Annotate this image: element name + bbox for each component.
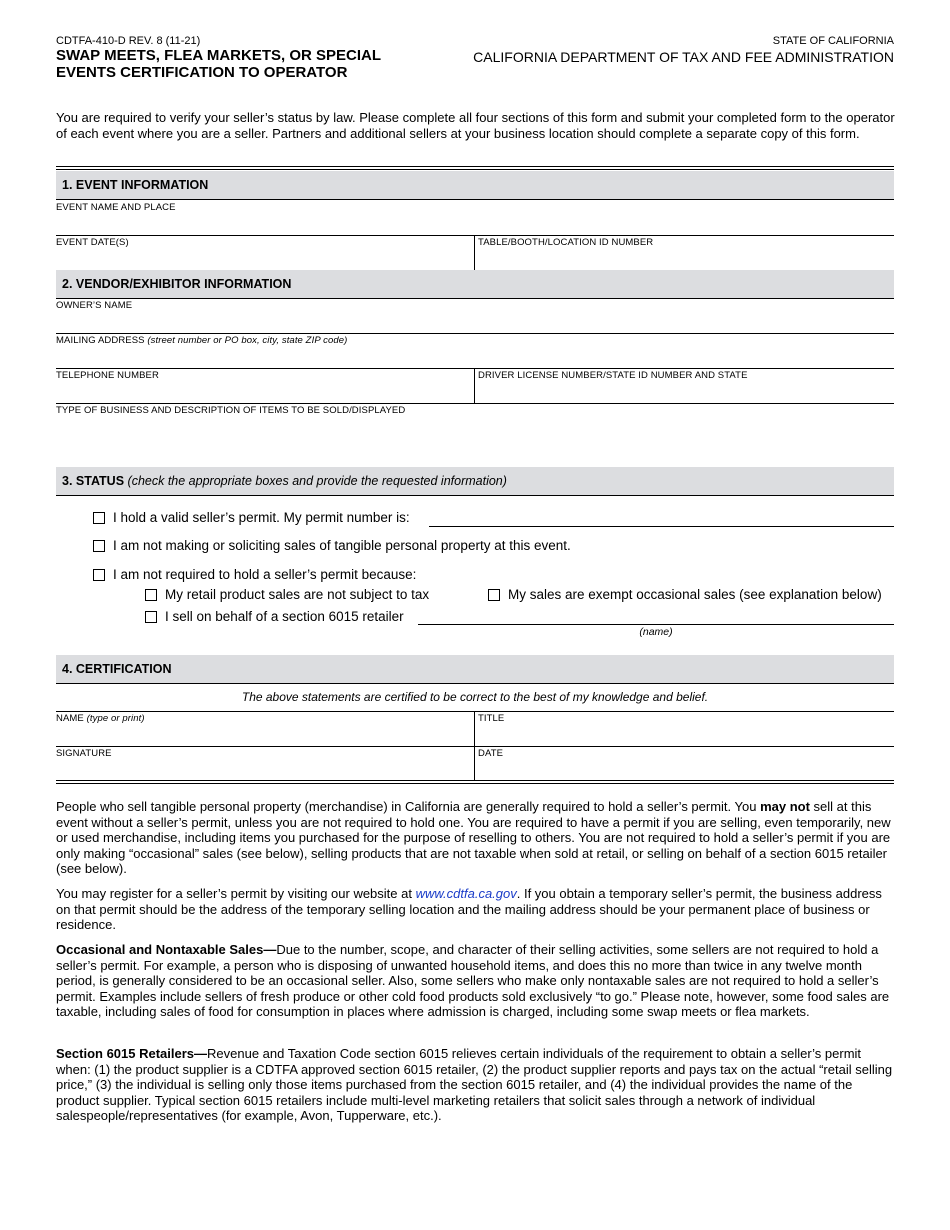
field-divider: [56, 235, 894, 236]
section3-heading-italic: (check the appropriate boxes and provide the requested information): [127, 474, 507, 488]
event-name-field[interactable]: [56, 212, 894, 234]
p3-text: Due to the number, scope, and character of their selling activities, some sellers are not required to hold a seller’s permit. For example, a person who is disposing of unwanted household items, and does this no more than twice in any twelve month period, is generally considered to be an occasional seller. Also, some sellers who make only nontaxable sales are not required to hold a seller’s permit. Examples include sellers of fresh produce or other cold food products sold exclusively “to go.” Please note, however, some food sales are taxable, including sales of food for consumption in places where admission is charged, including some swap meets or flea markets.: [56, 942, 890, 1019]
telephone-label: TELEPHONE NUMBER: [56, 370, 159, 381]
field-divider: [56, 403, 894, 404]
signature-label: SIGNATURE: [56, 748, 112, 759]
retailer-name-line: [418, 624, 894, 625]
field-divider: [56, 746, 894, 747]
field-divider: [56, 368, 894, 369]
field-separator: [474, 368, 475, 403]
section3-heading-bold: 3. STATUS: [62, 474, 125, 488]
not-taxable-checkbox[interactable]: [145, 589, 157, 601]
p3-heading: Occasional and Nontaxable Sales—: [56, 942, 277, 957]
p4-heading: Section 6015 Retailers—: [56, 1046, 208, 1061]
table-id-label: TABLE/BOOTH/LOCATION ID NUMBER: [478, 237, 654, 248]
field-divider: [56, 711, 894, 712]
driver-license-field[interactable]: [478, 380, 892, 402]
mailing-address-field[interactable]: [56, 345, 894, 367]
option-not-selling-label: I am not making or soliciting sales of tangible personal property at this event.: [113, 538, 571, 553]
permit-checkbox[interactable]: [93, 512, 105, 524]
form-title: [56, 47, 456, 81]
event-dates-label: EVENT DATE(S): [56, 237, 129, 248]
sub-occasional-label: My sales are exempt occasional sales (see explanation below): [508, 587, 882, 602]
p1-bold: may not: [760, 799, 810, 814]
driver-license-label: DRIVER LICENSE NUMBER/STATE ID NUMBER AND STATE: [478, 370, 748, 381]
section2-heading-text: 2. VENDOR/EXHIBITOR INFORMATION: [62, 277, 292, 291]
option-permit-row: [93, 510, 410, 525]
cert-name-field[interactable]: [56, 723, 472, 745]
mailing-address-hint: (street number or PO box, city, state ZIP code): [147, 335, 348, 346]
cert-title-label: TITLE: [478, 713, 505, 724]
retailer-name-caption: (name): [639, 626, 673, 638]
cdtfa-website-link[interactable]: www.cdtfa.ca.gov: [415, 886, 517, 901]
table-id-field[interactable]: [478, 247, 892, 269]
p1-text-a: People who sell tangible personal property (merchandise) in California are generally required to hold a seller’s permit. You: [56, 799, 761, 814]
option-permit-label: I hold a valid seller’s permit. My permit number is:: [113, 510, 410, 525]
sub-occasional-row: [488, 587, 882, 602]
date-field[interactable]: [478, 758, 892, 780]
section-6015-checkbox[interactable]: [145, 611, 157, 623]
not-selling-checkbox[interactable]: [93, 540, 105, 552]
sub-6015-label: I sell on behalf of a section 6015 retailer: [165, 609, 404, 624]
option-not-selling-row: [93, 538, 571, 553]
p4-text: Revenue and Taxation Code section 6015 relieves certain individuals of the requirement to obtain a seller’s permit when: (1) the product supplier is a CDTFA approved section 6015 retailer, (2) the product supplier reports and pays tax on the actual “retail selling price,” (3) the individual is selling only those items purchased from the section 6015 retailer, and (4) the individual provides the name of the product supplier. Typical section 6015 retailers include multi-level marketing retailers that solicit sales through a network of individual salespeople/representatives (for example, Avon, Tupperware, etc.).: [56, 1046, 893, 1123]
section2-heading: [56, 270, 894, 299]
cert-name-label-text: NAME: [56, 713, 84, 724]
paragraph-register: [56, 886, 896, 933]
option-not-required-row: [93, 567, 416, 582]
section1-heading: [56, 171, 894, 200]
form-title-line2: EVENTS CERTIFICATION TO OPERATOR: [56, 64, 348, 81]
owner-name-label: OWNER’S NAME: [56, 300, 133, 311]
p1-text-b: sell at this event without a seller’s permit, unless you are not required to hold one. You are required to have a permit if you are selling, even temporarily, new or used merchandise, including items you purchased for the purpose of reselling to others. You are not required to hold a seller’s permit if you are only making “occasional” sales (see below), selling products that are not taxable when sold at retail, or selling on behalf of a section 6015 retailer (see below).: [56, 799, 891, 876]
paragraph-occasional-sales: [56, 942, 896, 1020]
cert-title-field[interactable]: [478, 723, 892, 745]
section-divider: [56, 166, 894, 170]
option-not-required-label: I am not required to hold a seller’s permit because:: [113, 567, 417, 582]
p2-text-a: You may register for a seller’s permit by visiting our website at: [56, 886, 416, 901]
field-divider: [56, 333, 894, 334]
state-label: STATE OF CALIFORNIA: [772, 35, 894, 47]
date-label: DATE: [478, 748, 504, 759]
intro-text: You are required to verify your seller’s status by law. Please complete all four sections of this form and submit your completed form to the operator of each event where you are a seller. Partners and additional sellers at your business location should complete a separate copy of this form.: [56, 110, 895, 141]
owner-name-field[interactable]: [56, 310, 894, 332]
event-dates-field[interactable]: [56, 247, 472, 269]
event-name-label: EVENT NAME AND PLACE: [56, 202, 176, 213]
certification-statement: The above statements are certified to be correct to the best of my knowledge and belief.: [241, 690, 709, 704]
form-title-line1: SWAP MEETS, FLEA MARKETS, OR SPECIAL: [56, 47, 382, 64]
paragraph-section-6015: [56, 1046, 896, 1124]
retailer-name-input[interactable]: [418, 606, 894, 624]
mailing-address-label-text: MAILING ADDRESS: [56, 335, 145, 346]
p2-text-b: . If you obtain a temporary seller’s permit, the business address on that permit should be the address of the temporary selling location and the mailing address should be your permanent place of business or residence.: [56, 886, 882, 932]
permit-number-input[interactable]: [429, 508, 894, 526]
sub-not-taxable-label: My retail product sales are not subject to tax: [165, 587, 430, 602]
occasional-checkbox[interactable]: [488, 589, 500, 601]
field-separator: [474, 235, 475, 270]
permit-number-line: [429, 526, 894, 527]
section3-heading: [56, 467, 894, 496]
not-required-checkbox[interactable]: [93, 569, 105, 581]
telephone-field[interactable]: [56, 380, 472, 402]
sub-6015-row: [145, 609, 404, 624]
section-divider: [56, 780, 894, 784]
section1-heading-text: 1. EVENT INFORMATION: [62, 178, 209, 192]
section4-heading-text: 4. CERTIFICATION: [62, 662, 172, 676]
sub-not-taxable-row: [145, 587, 429, 602]
form-number: CDTFA-410-D REV. 8 (11-21): [56, 35, 201, 47]
signature-field[interactable]: [56, 758, 472, 780]
business-type-label: TYPE OF BUSINESS AND DESCRIPTION OF ITEMS TO BE SOLD/DISPLAYED: [56, 405, 406, 416]
section4-heading: [56, 655, 894, 684]
cert-name-hint: (type or print): [86, 713, 145, 724]
business-type-field[interactable]: [56, 416, 894, 466]
paragraph-permit-requirement: [56, 799, 896, 877]
agency-name: CALIFORNIA DEPARTMENT OF TAX AND FEE ADMINISTRATION: [473, 49, 894, 65]
